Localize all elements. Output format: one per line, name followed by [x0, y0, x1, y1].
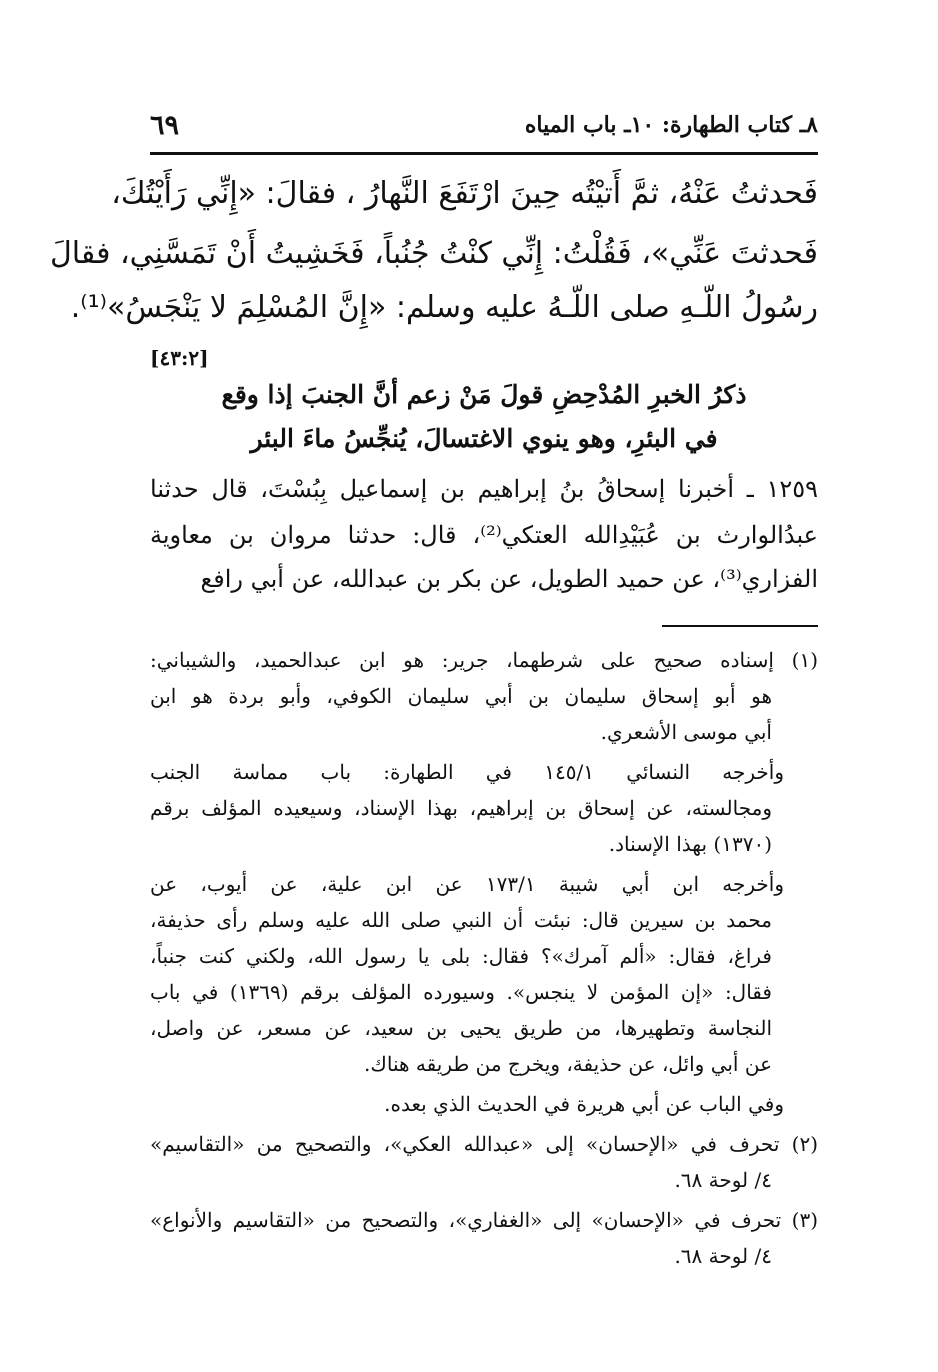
- footnote-line: محمد بن سيرين قال: نبئت أن النبي صلى الله عليه وسلم رأى حذيفة،: [150, 908, 772, 932]
- footnote-line: وأخرجه ابن أبي شيبة ١٧٣/١ عن ابن علية، عن أيوب، عن: [150, 872, 784, 896]
- footnote-line: ومجالسته، عن إسحاق بن إبراهيم، بهذا الإسناد، وسيعيده المؤلف برقم: [150, 796, 772, 820]
- page-header: [150, 112, 818, 148]
- page-number: ٦٩: [150, 110, 180, 141]
- section-heading-line: ذكرُ الخبرِ المُدْحِضِ قولَ مَنْ زعم أنَّ الجنبَ إذا وقع: [221, 380, 747, 409]
- footnote-line: أبي موسى الأشعري.: [600, 720, 772, 744]
- main-text-line: فَحدثتَ عَنِّي»، فَقُلْتُ: إِنِّي كنْتُ جُنُباً، فَخَشِيتُ أَنْ تَمَسَّنِي، فقالَ: [49, 236, 818, 271]
- footnote-line: (١٣٧٠) بهذا الإسناد.: [608, 832, 772, 856]
- section-heading-line: في البئرِ، وهو ينوي الاغتسالَ، يُنجِّسُ ماءَ البئر: [250, 424, 718, 453]
- footnote-line: ٤/ لوحة ٦٨.: [674, 1168, 772, 1192]
- footnote-line: (١) إسناده صحيح على شرطهما، جرير: هو ابن عبدالحميد، والشيباني:: [150, 648, 818, 672]
- running-head: ٨ـ كتاب الطهارة: ١٠ـ باب المياه: [524, 112, 818, 138]
- main-text-line: فَحدثتُ عَنْهُ، ثمَّ أَتيْتُه حِينَ ارْتَفَعَ النَّهارُ ، فقالَ: «إِنِّي رَأَيْتُكَ،: [111, 176, 818, 211]
- footnote-line: عن أبي وائل، عن حذيفة، ويخرج من طريقه هناك.: [364, 1052, 772, 1076]
- main-text-line: رسُولُ اللّـهِ صلى اللّـهُ عليه وسلم: «إِنَّ المُسْلِمَ لا يَنْجَسُ»⁽¹⁾.: [70, 290, 818, 325]
- footnote-line: وفي الباب عن أبي هريرة في الحديث الذي بعده.: [384, 1092, 784, 1116]
- footnote-line: النجاسة وتطهيرها، من طريق يحيى بن سعيد، عن مسعر، عن واصل،: [150, 1016, 772, 1040]
- footnote-line: فراغ، فقال: «ألم آمرك»؟ فقال: بلى يا رسول الله، ولكني كنت جنباً،: [150, 944, 772, 968]
- hadith-text-line: الفزاري⁽³⁾، عن حميد الطويل، عن بكر بن عبدالله، عن أبي رافع: [200, 565, 818, 593]
- footnote-line: وأخرجه النسائي ١٤٥/١ في الطهارة: باب مماسة الجنب: [150, 760, 784, 784]
- hadith-text-line: ١٢٥٩ ـ أخبرنا إسحاقُ بنُ إبراهيم بن إسماعيل بِبُسْتَ، قال حدثنا: [150, 475, 818, 503]
- hadith-reference: [٤٣:٢]: [150, 346, 209, 370]
- footnote-line: هو أبو إسحاق سليمان بن أبي سليمان الكوفي، وأبو بردة هو ابن: [150, 684, 772, 708]
- footnote-line: فقال: «إن المؤمن لا ينجس». وسيورده المؤلف برقم (١٣٦٩) في باب: [150, 980, 772, 1004]
- header-rule: [150, 152, 818, 155]
- footnote-line: (٣) تحرف في «الإحسان» إلى «الغفاري»، والتصحيح من «التقاسيم والأنواع»: [150, 1208, 818, 1232]
- footnote-line: ٤/ لوحة ٦٨.: [674, 1244, 772, 1268]
- footnote-separator: [662, 625, 818, 627]
- hadith-text-line: عبدُالوارث بن عُبَيْدِالله العتكي⁽²⁾، قال: حدثنا مروان بن معاوية: [150, 521, 819, 549]
- footnote-line: (٢) تحرف في «الإحسان» إلى «عبدالله العكي»، والتصحيح من «التقاسيم»: [150, 1132, 818, 1156]
